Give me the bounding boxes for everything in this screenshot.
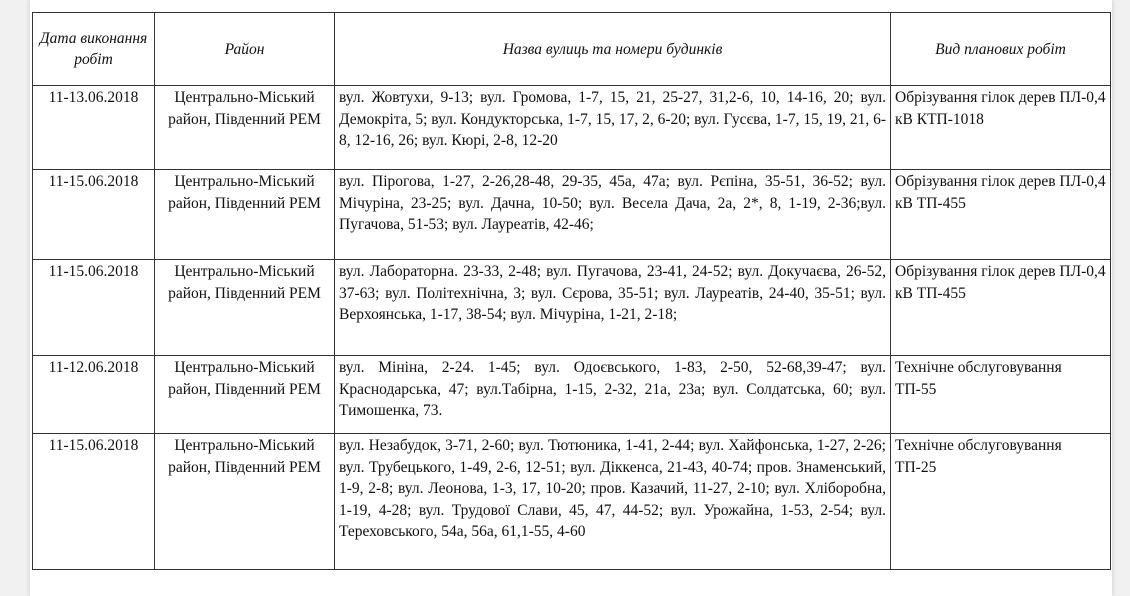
cell-work-type: Технічне обслуговування ТП-25 — [891, 434, 1111, 570]
table-row — [33, 434, 1111, 570]
cell-date: 11-15.06.2018 — [33, 170, 155, 260]
table-header-row — [33, 13, 1111, 86]
cell-district: Центрально-Міський район, Південний РЕМ — [155, 170, 335, 260]
cell-date: 11-13.06.2018 — [33, 86, 155, 170]
cell-work-type: Обрізування гілок дерев ПЛ-0,4 кВ ТП-455 — [891, 170, 1111, 260]
cell-district: Центрально-Міський район, Південний РЕМ — [155, 86, 335, 170]
cell-district: Центрально-Міський район, Південний РЕМ — [155, 356, 335, 434]
cell-streets: вул. Лабораторна. 23-33, 2-48; вул. Пугачова, 23-41, 24-52; вул. Докучаєва, 26-52, 37-63; вул. Політехнічна, 3; вул. Сєрова, 35-51; вул. Лауреатів, 24-40, 35-51; вул. Верхоянська, 1-17, 38-54; вул. Мічуріна, 1-21, 2-18; — [335, 260, 891, 356]
works-schedule-table — [32, 12, 1111, 570]
cell-date: 11-15.06.2018 — [33, 260, 155, 356]
cell-date: 11-15.06.2018 — [33, 434, 155, 570]
document-page — [30, 0, 1112, 596]
cell-date: 11-12.06.2018 — [33, 356, 155, 434]
cell-work-type: Технічне обслуговування ТП-55 — [891, 356, 1111, 434]
table-row — [33, 86, 1111, 170]
header-work-type: Вид планових робіт — [891, 13, 1111, 86]
cell-streets: вул. Мініна, 2-24. 1-45; вул. Одоєвського, 1-83, 2-50, 52-68,39-47; вул. Краснодарська, 47; вул.Табірна, 1-15, 2-32, 21а, 23а; вул. Солдатська, 60; вул. Тимошенка, 73. — [335, 356, 891, 434]
cell-work-type: Обрізування гілок дерев ПЛ-0,4 кВ ТП-455 — [891, 260, 1111, 356]
table-row — [33, 260, 1111, 356]
table-row — [33, 170, 1111, 260]
header-streets: Назва вулиць та номери будинків — [335, 13, 891, 86]
header-date: Дата виконання робіт — [33, 13, 155, 86]
header-district: Район — [155, 13, 335, 86]
cell-streets: вул. Пірогова, 1-27, 2-26,28-48, 29-35, 45а, 47а; вул. Рєпіна, 35-51, 36-52; вул. Мічуріна, 23-25; вул. Дачна, 10-50; вул. Весела Дача, 2а, 2*, 8, 1-19, 2-36;вул. Пугачова, 51-53; вул. Лауреатів, 42-46; — [335, 170, 891, 260]
cell-streets: вул. Незабудок, 3-71, 2-60; вул. Тютюника, 1-41, 2-44; вул. Хайфонська, 1-27, 2-26; вул. Трубецького, 1-49, 2-6, 12-51; вул. Діккенса, 21-43, 40-74; пров. Знаменський, 1-9, 2-8; вул. Леонова, 1-3, 17, 10-20; пров. Казачий, 11-27, 2-10; вул. Хліборобна, 1-19, 4-28; вул. Трудової Слави, 45, 47, 44-52; вул. Урожайна, 1-53, 2-54; вул. Тереховського, 54а, 56а, 61,1-55, 4-60 — [335, 434, 891, 570]
cell-district: Центрально-Міський район, Південний РЕМ — [155, 434, 335, 570]
cell-district: Центрально-Міський район, Південний РЕМ — [155, 260, 335, 356]
table-row — [33, 356, 1111, 434]
page-bottom-fade — [30, 582, 1112, 596]
cell-streets: вул. Жовтухи, 9-13; вул. Громова, 1-7, 15, 21, 25-27, 31,2-6, 10, 14-16, 20; вул. Демокріта, 5; вул. Кондукторська, 1-7, 15, 17, 2, 6-20; вул. Гусєва, 1-7, 15, 19, 21, 6-8, 12-16, 26; вул. Кюрі, 2-8, 12-20 — [335, 86, 891, 170]
cell-work-type: Обрізування гілок дерев ПЛ-0,4 кВ КТП-1018 — [891, 86, 1111, 170]
